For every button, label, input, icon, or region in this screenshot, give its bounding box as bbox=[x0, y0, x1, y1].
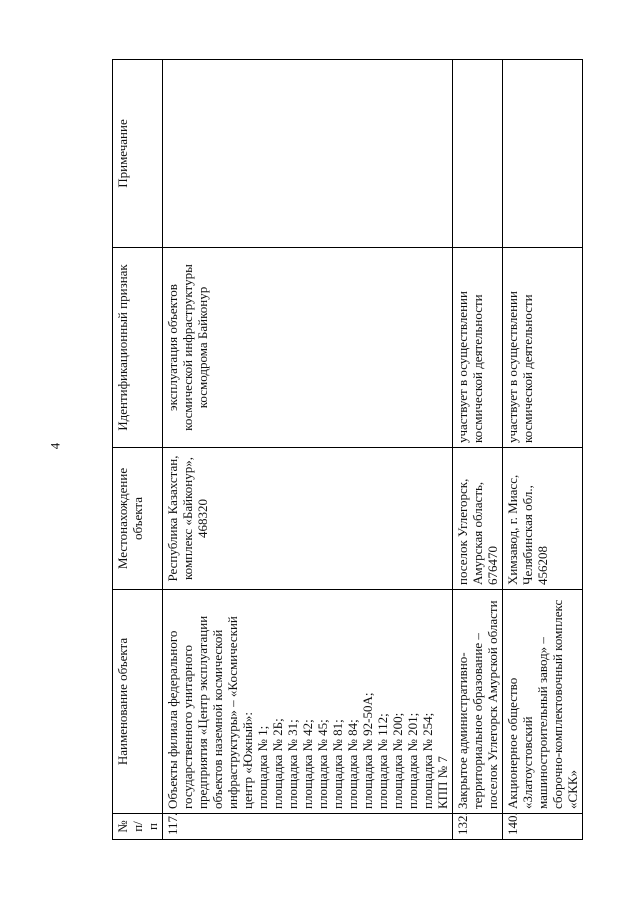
cell-no: 132. bbox=[453, 814, 503, 840]
objects-table bbox=[112, 59, 583, 840]
site-list bbox=[255, 594, 450, 809]
table-row bbox=[453, 60, 503, 840]
cell-name: Акционерное общество «Златоустовский машиностроительный завод» – сборочно-комплектовочный комплекс «СКК» bbox=[503, 590, 583, 814]
object-name: Объекты филиала федерального государственного унитарного предприятия «Центр эксплуатации объектов наземной космической инфраструктуры» – «Космический центр «Южный»: bbox=[165, 615, 255, 809]
list-item: площадка № 201; bbox=[405, 712, 420, 809]
header-no: № п/п bbox=[113, 814, 163, 840]
cell-name: Закрытое административно-территориальное образование – поселок Углегорск Амурской области bbox=[453, 590, 503, 814]
cell-no: 140. bbox=[503, 814, 583, 840]
cell-note bbox=[453, 60, 503, 248]
list-item: КПП № 7 bbox=[435, 756, 450, 809]
list-item: площадка № 31; bbox=[285, 719, 300, 809]
header-identifier: Идентификационный признак bbox=[113, 248, 163, 448]
cell-identifier: участвует в осуществлении космической деятельности bbox=[453, 248, 503, 448]
cell-identifier: эксплуатация объектов космической инфраструктуры космодрома Байконур bbox=[163, 248, 453, 448]
list-item: площадка № 92-50А; bbox=[360, 692, 375, 809]
table-row bbox=[503, 60, 583, 840]
cell-location: поселок Углегорск, Амурская область, 676470 bbox=[453, 448, 503, 590]
table-header-row bbox=[113, 60, 163, 840]
cell-location: Республика Казахстан, комплекс «Байконур», 468320 bbox=[163, 448, 453, 590]
table-row bbox=[163, 60, 453, 840]
list-item: площадка № 1; bbox=[255, 725, 270, 809]
list-item: площадка № 42; bbox=[300, 719, 315, 809]
list-item: площадка № 81; bbox=[330, 719, 345, 809]
list-item: площадка № 84; bbox=[345, 719, 360, 809]
header-note: Примечание bbox=[113, 60, 163, 248]
list-item: площадка № 45; bbox=[315, 719, 330, 809]
header-name: Наименование объекта bbox=[113, 590, 163, 814]
list-item: площадка № 254; bbox=[420, 712, 435, 809]
cell-note bbox=[503, 60, 583, 248]
list-item: площадка № 200; bbox=[390, 712, 405, 809]
cell-location: Химзавод, г. Миасс, Челябинская обл., 456208 bbox=[503, 448, 583, 590]
cell-identifier: участвует в осуществлении космической деятельности bbox=[503, 248, 583, 448]
cell-note bbox=[163, 60, 453, 248]
list-item: площадка № 112; bbox=[375, 713, 390, 809]
header-location: Местонахождение объекта bbox=[113, 448, 163, 590]
rotated-table-wrapper bbox=[112, 60, 620, 840]
cell-no: 117. bbox=[163, 814, 453, 840]
page-number: 4 bbox=[47, 442, 63, 450]
list-item: площадка № 2Б; bbox=[270, 718, 285, 809]
cell-name bbox=[163, 590, 453, 814]
